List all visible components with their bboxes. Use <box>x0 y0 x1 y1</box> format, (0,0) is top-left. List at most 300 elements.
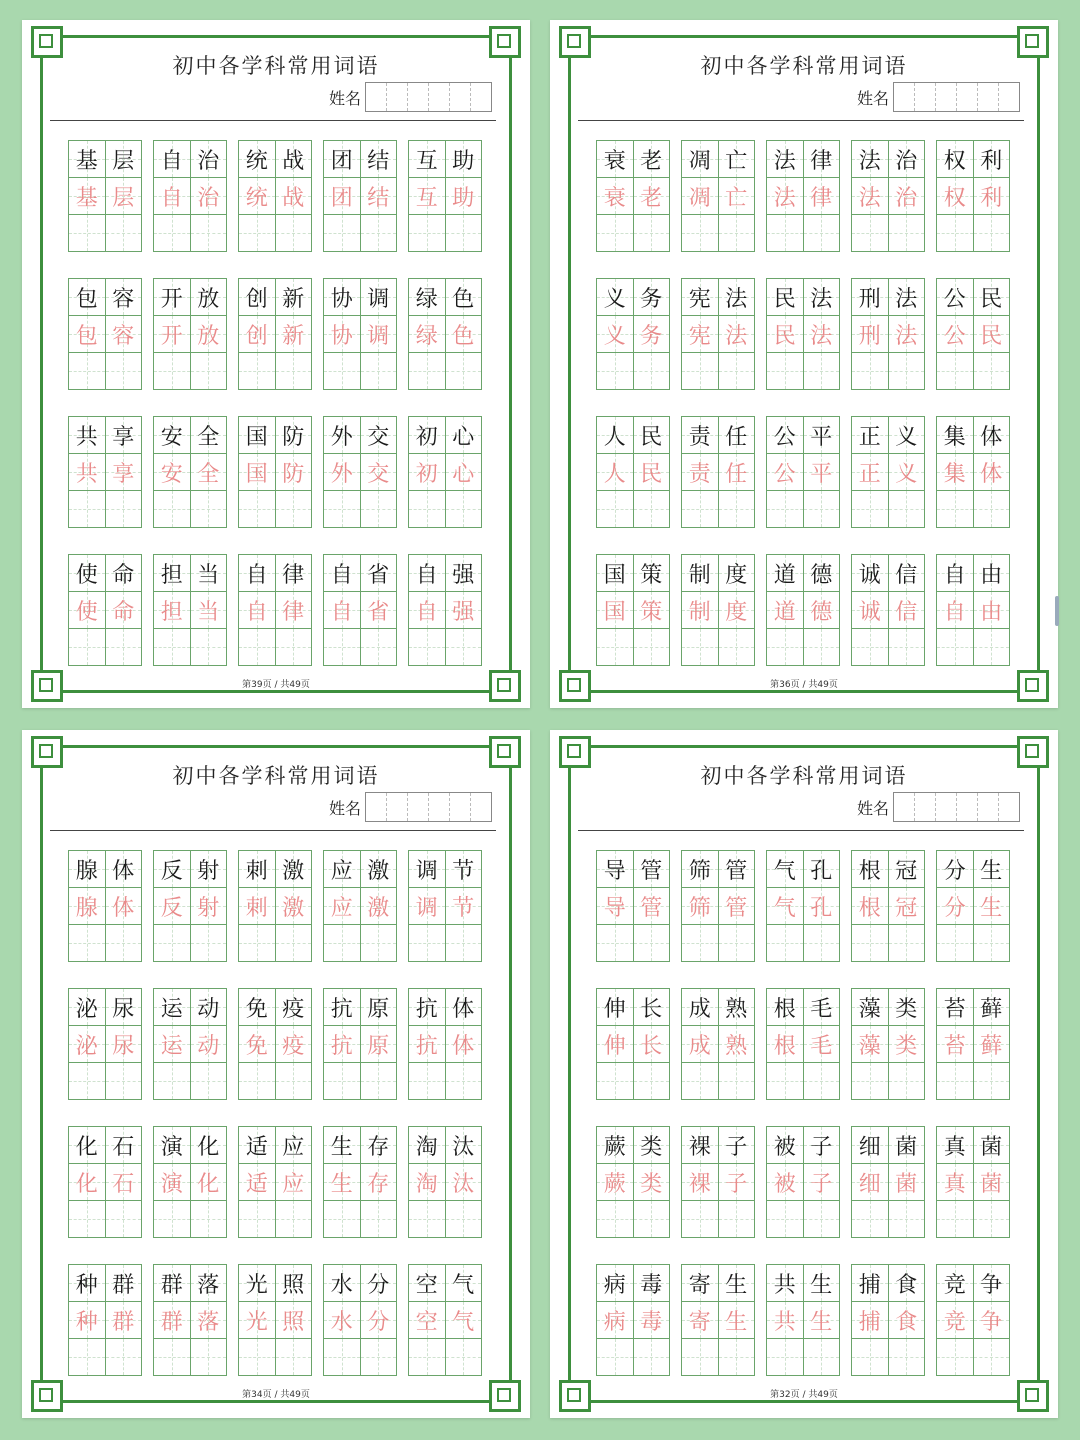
writing-cell[interactable] <box>446 353 482 389</box>
writing-cell[interactable] <box>276 1063 312 1099</box>
writing-cell[interactable] <box>682 1339 719 1375</box>
writing-cell[interactable] <box>634 491 670 527</box>
writing-cell[interactable] <box>804 491 840 527</box>
writing-cell[interactable] <box>634 215 670 251</box>
model-character: 腺 <box>69 851 106 887</box>
model-character: 原 <box>361 989 397 1025</box>
trace-character: 基 <box>69 178 106 214</box>
writing-cell[interactable] <box>361 353 397 389</box>
model-character: 团 <box>324 141 361 177</box>
writing-cell[interactable] <box>361 1063 397 1099</box>
writing-cell[interactable] <box>974 629 1010 665</box>
writing-cell[interactable] <box>889 1339 925 1375</box>
model-character: 刺 <box>239 851 276 887</box>
writing-cell[interactable] <box>191 215 227 251</box>
writing-cell[interactable] <box>719 353 755 389</box>
writing-cell[interactable] <box>69 629 106 665</box>
writing-cell[interactable] <box>597 1339 634 1375</box>
trace-character: 人 <box>597 454 634 490</box>
trace-character: 食 <box>889 1302 925 1338</box>
trace-character: 冠 <box>889 888 925 924</box>
writing-cell[interactable] <box>682 925 719 961</box>
writing-cell[interactable] <box>804 353 840 389</box>
trace-character: 寄 <box>682 1302 719 1338</box>
trace-character: 分 <box>361 1302 397 1338</box>
model-character: 度 <box>719 555 755 591</box>
writing-cell[interactable] <box>974 1063 1010 1099</box>
writing-cell[interactable] <box>767 353 804 389</box>
word-practice-box <box>408 140 482 252</box>
writing-cell[interactable] <box>191 629 227 665</box>
writing-cell[interactable] <box>804 1339 840 1375</box>
page-number: 第34页 / 共49页 <box>242 1390 310 1400</box>
word-practice-box <box>323 1126 397 1238</box>
writing-cell[interactable] <box>361 215 397 251</box>
writing-cell[interactable] <box>682 491 719 527</box>
writing-cell[interactable] <box>69 925 106 961</box>
writing-cell[interactable] <box>767 491 804 527</box>
name-field[interactable] <box>893 82 1020 112</box>
model-character: 自 <box>154 141 191 177</box>
writing-cell[interactable] <box>767 215 804 251</box>
model-character: 被 <box>767 1127 804 1163</box>
writing-cell[interactable] <box>106 353 142 389</box>
writing-cell[interactable] <box>682 353 719 389</box>
word-practice-box <box>408 1264 482 1376</box>
trace-character: 应 <box>276 1164 312 1200</box>
writing-cell[interactable] <box>409 353 446 389</box>
name-field[interactable] <box>893 792 1020 822</box>
model-character: 免 <box>239 989 276 1025</box>
writing-cell[interactable] <box>767 1201 804 1237</box>
writing-cell[interactable] <box>239 353 276 389</box>
writing-cell[interactable] <box>276 925 312 961</box>
writing-cell[interactable] <box>409 1339 446 1375</box>
writing-cell[interactable] <box>682 629 719 665</box>
writing-cell[interactable] <box>719 491 755 527</box>
writing-cell[interactable] <box>191 1201 227 1237</box>
writing-cell[interactable] <box>889 491 925 527</box>
writing-cell[interactable] <box>276 1201 312 1237</box>
writing-cell[interactable] <box>69 215 106 251</box>
writing-cell[interactable] <box>361 491 397 527</box>
trace-character: 律 <box>276 592 312 628</box>
model-character: 应 <box>324 851 361 887</box>
trace-character: 治 <box>889 178 925 214</box>
writing-cell[interactable] <box>804 1063 840 1099</box>
trace-character: 自 <box>409 592 446 628</box>
writing-cell[interactable] <box>767 1339 804 1375</box>
model-character: 化 <box>69 1127 106 1163</box>
writing-cell[interactable] <box>446 1339 482 1375</box>
writing-cell[interactable] <box>191 1063 227 1099</box>
trace-character: 权 <box>937 178 974 214</box>
trace-character: 化 <box>69 1164 106 1200</box>
writing-cell[interactable] <box>597 215 634 251</box>
trace-character: 义 <box>597 316 634 352</box>
trace-character: 抗 <box>324 1026 361 1062</box>
model-character: 国 <box>597 555 634 591</box>
writing-cell[interactable] <box>324 629 361 665</box>
trace-character: 体 <box>974 454 1010 490</box>
writing-cell[interactable] <box>324 215 361 251</box>
writing-cell[interactable] <box>361 629 397 665</box>
writing-cell[interactable] <box>974 1339 1010 1375</box>
writing-cell[interactable] <box>154 629 191 665</box>
writing-cell[interactable] <box>409 925 446 961</box>
trace-character: 老 <box>634 178 670 214</box>
trace-character: 菌 <box>889 1164 925 1200</box>
writing-cell[interactable] <box>276 1339 312 1375</box>
writing-cell[interactable] <box>191 1339 227 1375</box>
writing-cell[interactable] <box>191 353 227 389</box>
writing-cell[interactable] <box>106 491 142 527</box>
writing-cell[interactable] <box>804 925 840 961</box>
trace-character: 体 <box>106 888 142 924</box>
writing-cell[interactable] <box>239 491 276 527</box>
name-row <box>329 82 492 112</box>
writing-cell[interactable] <box>767 1063 804 1099</box>
writing-cell[interactable] <box>719 215 755 251</box>
word-practice-box <box>766 416 840 528</box>
model-character: 竞 <box>937 1265 974 1301</box>
trace-character: 生 <box>804 1302 840 1338</box>
writing-cell[interactable] <box>974 491 1010 527</box>
writing-cell[interactable] <box>361 1339 397 1375</box>
writing-cell[interactable] <box>804 629 840 665</box>
model-character: 共 <box>767 1265 804 1301</box>
model-character: 绿 <box>409 279 446 315</box>
writing-cell[interactable] <box>446 629 482 665</box>
word-practice-box <box>68 1264 142 1376</box>
trace-character: 自 <box>154 178 191 214</box>
writing-cell[interactable] <box>719 629 755 665</box>
writing-cell[interactable] <box>324 925 361 961</box>
writing-cell[interactable] <box>446 215 482 251</box>
writing-cell[interactable] <box>767 925 804 961</box>
trace-character: 照 <box>276 1302 312 1338</box>
writing-cell[interactable] <box>634 1339 670 1375</box>
model-character: 交 <box>361 417 397 453</box>
writing-cell[interactable] <box>239 925 276 961</box>
model-character: 调 <box>361 279 397 315</box>
trace-character: 毒 <box>634 1302 670 1338</box>
writing-cell[interactable] <box>106 629 142 665</box>
writing-cell[interactable] <box>324 353 361 389</box>
word-practice-box <box>936 140 1010 252</box>
writing-cell[interactable] <box>682 1201 719 1237</box>
model-character: 射 <box>191 851 227 887</box>
writing-cell[interactable] <box>69 353 106 389</box>
model-character: 义 <box>889 417 925 453</box>
writing-cell[interactable] <box>597 629 634 665</box>
model-character: 战 <box>276 141 312 177</box>
model-character: 放 <box>191 279 227 315</box>
model-character: 类 <box>634 1127 670 1163</box>
writing-cell[interactable] <box>804 1201 840 1237</box>
trace-character: 诚 <box>852 592 889 628</box>
writing-cell[interactable] <box>239 629 276 665</box>
writing-cell[interactable] <box>409 491 446 527</box>
trace-character: 蕨 <box>597 1164 634 1200</box>
writing-cell[interactable] <box>239 1201 276 1237</box>
writing-cell[interactable] <box>106 1201 142 1237</box>
writing-cell[interactable] <box>889 1063 925 1099</box>
model-character: 群 <box>106 1265 142 1301</box>
writing-cell[interactable] <box>239 215 276 251</box>
name-field[interactable] <box>365 792 492 822</box>
writing-cell[interactable] <box>239 1063 276 1099</box>
model-character: 权 <box>937 141 974 177</box>
writing-cell[interactable] <box>154 353 191 389</box>
trace-character: 公 <box>937 316 974 352</box>
writing-cell[interactable] <box>937 215 974 251</box>
name-field[interactable] <box>365 82 492 112</box>
word-practice-box <box>681 1264 755 1376</box>
trace-character: 衰 <box>597 178 634 214</box>
writing-cell[interactable] <box>239 1339 276 1375</box>
writing-cell[interactable] <box>682 215 719 251</box>
trace-character: 命 <box>106 592 142 628</box>
writing-cell[interactable] <box>852 353 889 389</box>
writing-cell[interactable] <box>852 1339 889 1375</box>
word-practice-box <box>766 278 840 390</box>
trace-character: 义 <box>889 454 925 490</box>
writing-cell[interactable] <box>597 1201 634 1237</box>
model-character: 使 <box>69 555 106 591</box>
writing-cell[interactable] <box>106 1063 142 1099</box>
model-character: 子 <box>804 1127 840 1163</box>
writing-cell[interactable] <box>154 215 191 251</box>
word-practice-box <box>851 278 925 390</box>
word-practice-box <box>936 850 1010 962</box>
trace-character: 空 <box>409 1302 446 1338</box>
model-character: 反 <box>154 851 191 887</box>
writing-cell[interactable] <box>276 491 312 527</box>
trace-character: 统 <box>239 178 276 214</box>
model-character: 导 <box>597 851 634 887</box>
scrollbar-thumb[interactable] <box>1055 596 1059 626</box>
trace-character: 开 <box>154 316 191 352</box>
model-character: 新 <box>276 279 312 315</box>
writing-cell[interactable] <box>409 215 446 251</box>
trace-character: 抗 <box>409 1026 446 1062</box>
writing-cell[interactable] <box>682 1063 719 1099</box>
writing-cell[interactable] <box>937 1339 974 1375</box>
writing-cell[interactable] <box>154 1201 191 1237</box>
word-practice-box <box>323 278 397 390</box>
writing-cell[interactable] <box>889 215 925 251</box>
model-character: 统 <box>239 141 276 177</box>
trace-character: 原 <box>361 1026 397 1062</box>
writing-cell[interactable] <box>804 215 840 251</box>
writing-cell[interactable] <box>191 491 227 527</box>
writing-cell[interactable] <box>852 215 889 251</box>
model-character: 根 <box>852 851 889 887</box>
header-divider <box>578 830 1024 831</box>
writing-cell[interactable] <box>324 1201 361 1237</box>
writing-cell[interactable] <box>767 629 804 665</box>
writing-cell[interactable] <box>852 629 889 665</box>
trace-character: 心 <box>446 454 482 490</box>
word-practice-box <box>596 1264 670 1376</box>
writing-cell[interactable] <box>106 1339 142 1375</box>
model-character: 防 <box>276 417 312 453</box>
trace-character: 担 <box>154 592 191 628</box>
trace-character: 共 <box>767 1302 804 1338</box>
model-character: 民 <box>767 279 804 315</box>
trace-character: 疫 <box>276 1026 312 1062</box>
writing-cell[interactable] <box>324 1339 361 1375</box>
writing-cell[interactable] <box>974 215 1010 251</box>
trace-character: 放 <box>191 316 227 352</box>
word-practice-box <box>596 416 670 528</box>
writing-cell[interactable] <box>154 925 191 961</box>
writing-cell[interactable] <box>937 491 974 527</box>
writing-cell[interactable] <box>69 1339 106 1375</box>
writing-cell[interactable] <box>889 925 925 961</box>
writing-cell[interactable] <box>276 215 312 251</box>
trace-character: 激 <box>361 888 397 924</box>
writing-cell[interactable] <box>852 1201 889 1237</box>
model-character: 律 <box>276 555 312 591</box>
writing-cell[interactable] <box>974 1201 1010 1237</box>
writing-cell[interactable] <box>191 925 227 961</box>
writing-cell[interactable] <box>446 491 482 527</box>
writing-cell[interactable] <box>597 491 634 527</box>
writing-cell[interactable] <box>69 1063 106 1099</box>
trace-character: 苔 <box>937 1026 974 1062</box>
trace-character: 管 <box>634 888 670 924</box>
writing-cell[interactable] <box>974 353 1010 389</box>
model-character: 汰 <box>446 1127 482 1163</box>
writing-cell[interactable] <box>974 925 1010 961</box>
writing-cell[interactable] <box>937 629 974 665</box>
trace-character: 真 <box>937 1164 974 1200</box>
page-title: 初中各学科常用词语 <box>172 764 380 788</box>
trace-character: 长 <box>634 1026 670 1062</box>
trace-character: 民 <box>634 454 670 490</box>
writing-cell[interactable] <box>597 1063 634 1099</box>
model-character: 当 <box>191 555 227 591</box>
word-practice-box <box>238 1126 312 1238</box>
writing-cell[interactable] <box>634 1063 670 1099</box>
writing-cell[interactable] <box>154 1063 191 1099</box>
model-character: 心 <box>446 417 482 453</box>
writing-cell[interactable] <box>106 215 142 251</box>
writing-cell[interactable] <box>324 1063 361 1099</box>
trace-character: 民 <box>974 316 1010 352</box>
writing-cell[interactable] <box>446 1201 482 1237</box>
writing-cell[interactable] <box>69 491 106 527</box>
trace-character: 淘 <box>409 1164 446 1200</box>
model-character: 生 <box>719 1265 755 1301</box>
writing-cell[interactable] <box>154 1339 191 1375</box>
writing-cell[interactable] <box>937 1063 974 1099</box>
writing-cell[interactable] <box>597 925 634 961</box>
trace-character: 争 <box>974 1302 1010 1338</box>
writing-cell[interactable] <box>937 925 974 961</box>
trace-character: 层 <box>106 178 142 214</box>
model-character: 气 <box>446 1265 482 1301</box>
trace-character: 平 <box>804 454 840 490</box>
model-character: 基 <box>69 141 106 177</box>
model-character: 享 <box>106 417 142 453</box>
trace-character: 省 <box>361 592 397 628</box>
writing-cell[interactable] <box>597 353 634 389</box>
name-label: 姓名 <box>856 88 889 108</box>
trace-character: 调 <box>409 888 446 924</box>
model-character: 由 <box>974 555 1010 591</box>
model-character: 自 <box>239 555 276 591</box>
writing-cell[interactable] <box>852 491 889 527</box>
model-character: 苔 <box>937 989 974 1025</box>
writing-cell[interactable] <box>324 491 361 527</box>
trace-character: 生 <box>719 1302 755 1338</box>
writing-cell[interactable] <box>276 629 312 665</box>
writing-cell[interactable] <box>937 1201 974 1237</box>
writing-cell[interactable] <box>276 353 312 389</box>
writing-cell[interactable] <box>719 1201 755 1237</box>
model-character: 类 <box>889 989 925 1025</box>
word-practice-box <box>596 278 670 390</box>
word-practice-box <box>681 140 755 252</box>
trace-character: 凋 <box>682 178 719 214</box>
writing-cell[interactable] <box>719 1339 755 1375</box>
writing-cell[interactable] <box>634 925 670 961</box>
writing-cell[interactable] <box>889 629 925 665</box>
name-label: 姓名 <box>856 798 889 818</box>
writing-cell[interactable] <box>446 925 482 961</box>
writing-cell[interactable] <box>634 353 670 389</box>
writing-cell[interactable] <box>634 629 670 665</box>
word-practice-box <box>766 554 840 666</box>
writing-cell[interactable] <box>719 925 755 961</box>
writing-cell[interactable] <box>889 353 925 389</box>
trace-character: 当 <box>191 592 227 628</box>
writing-cell[interactable] <box>409 1201 446 1237</box>
model-character: 体 <box>446 989 482 1025</box>
trace-character: 类 <box>889 1026 925 1062</box>
writing-cell[interactable] <box>719 1063 755 1099</box>
writing-cell[interactable] <box>409 629 446 665</box>
model-character: 层 <box>106 141 142 177</box>
writing-cell[interactable] <box>154 491 191 527</box>
trace-character: 战 <box>276 178 312 214</box>
model-character: 道 <box>767 555 804 591</box>
model-character: 调 <box>409 851 446 887</box>
model-character: 外 <box>324 417 361 453</box>
writing-cell[interactable] <box>69 1201 106 1237</box>
word-practice-box <box>851 1264 925 1376</box>
trace-character: 尿 <box>106 1026 142 1062</box>
writing-cell[interactable] <box>409 1063 446 1099</box>
writing-cell[interactable] <box>889 1201 925 1237</box>
writing-cell[interactable] <box>634 1201 670 1237</box>
trace-character: 生 <box>324 1164 361 1200</box>
model-character: 色 <box>446 279 482 315</box>
writing-cell[interactable] <box>446 1063 482 1099</box>
word-practice-box <box>68 140 142 252</box>
writing-cell[interactable] <box>106 925 142 961</box>
model-character: 熟 <box>719 989 755 1025</box>
page-number: 第36页 / 共49页 <box>770 680 838 690</box>
writing-cell[interactable] <box>937 353 974 389</box>
writing-cell[interactable] <box>852 925 889 961</box>
writing-cell[interactable] <box>361 1201 397 1237</box>
writing-cell[interactable] <box>361 925 397 961</box>
writing-cell[interactable] <box>852 1063 889 1099</box>
